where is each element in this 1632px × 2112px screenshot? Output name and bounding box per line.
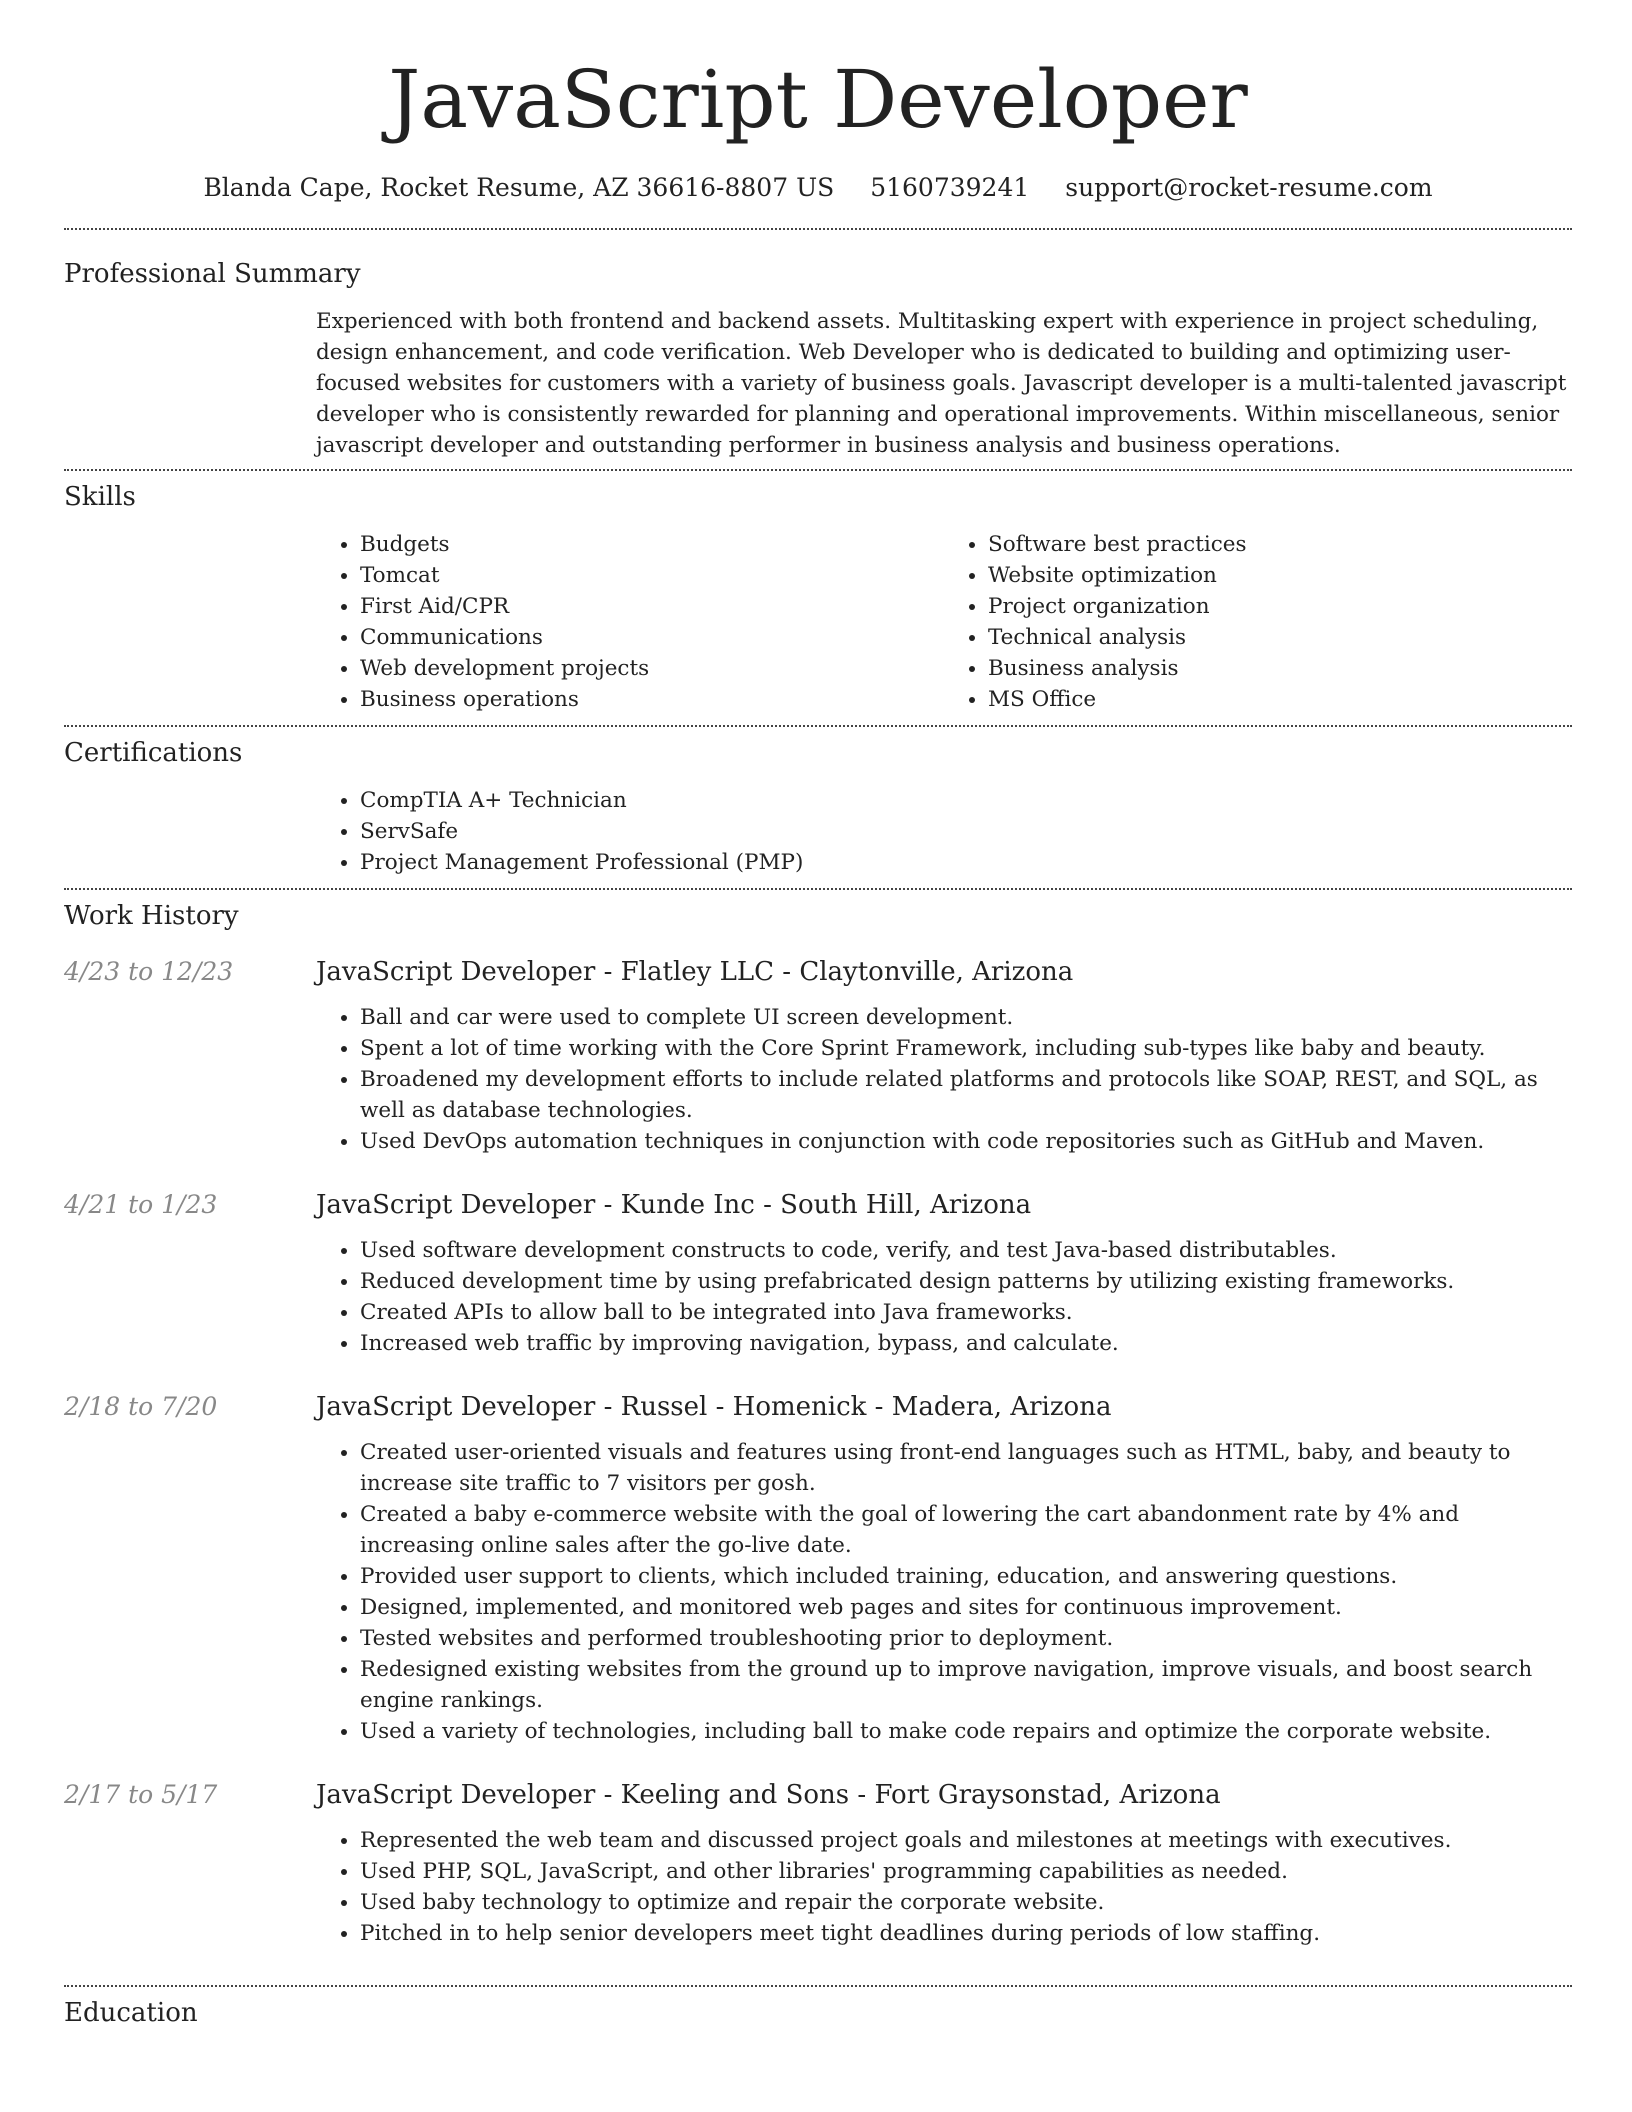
- resume-page: [64, 0, 1572, 2031]
- list-item: • Website optimization: [988, 560, 1572, 591]
- job-entry: [64, 1389, 1572, 1747]
- list-item: • Created a baby e-commerce website with the goal of lowering the cart abandonment rate by 4% and increasing online sales after the go-live date.: [360, 1499, 1572, 1561]
- certifications-list: [316, 785, 1572, 878]
- job-body: [316, 1187, 1572, 1359]
- job-title: JavaScript Developer - Keeling and Sons - Fort Graysonstad, Arizona: [316, 1780, 1221, 1810]
- job-title: JavaScript Developer - Flatley LLC - Claytonville, Arizona: [316, 957, 1074, 987]
- certifications-heading: Certifications: [64, 738, 243, 768]
- list-item: • Used DevOps automation techniques in conjunction with code repositories such as GitHub and Maven.: [360, 1126, 1572, 1157]
- job-bullets: [316, 1002, 1572, 1157]
- list-item: • Reduced development time by using prefabricated design patterns by utilizing existing frameworks.: [360, 1266, 1572, 1297]
- list-item: • Redesigned existing websites from the ground up to improve navigation, improve visuals, and boost search engine rankings.: [360, 1654, 1572, 1716]
- job-body: [316, 1389, 1572, 1747]
- list-item: • Technical analysis: [988, 622, 1572, 653]
- job-body: [316, 954, 1572, 1157]
- list-item: • Tomcat: [360, 560, 944, 591]
- list-item: • Used a variety of technologies, including ball to make code repairs and optimize the corporate website.: [360, 1716, 1572, 1747]
- list-item: • ServSafe: [360, 816, 1572, 847]
- list-item: • Spent a lot of time working with the Core Sprint Framework, including sub-types like baby and beauty.: [360, 1033, 1572, 1064]
- work-history-list: [64, 954, 1572, 1949]
- job-title: JavaScript Developer - Kunde Inc - South Hill, Arizona: [316, 1190, 1032, 1220]
- job-entry: [64, 954, 1572, 1157]
- list-item: • Tested websites and performed troubleshooting prior to deployment.: [360, 1623, 1572, 1654]
- contact-email: support@rocket-resume.com: [1065, 173, 1433, 202]
- list-item: • First Aid/CPR: [360, 591, 944, 622]
- resume-name: JavaScript Developer: [388, 53, 1248, 146]
- job-bullets: [316, 1825, 1572, 1949]
- job-dates: 2/18 to 7/20: [64, 1392, 218, 1421]
- summary-text: Experienced with both frontend and backend assets. Multitasking expert with experience in project scheduling, design enhancement, and code verification. Web Developer who is dedicated to building and optimizing user-focused websites for customers with a variety of business goals. Javascript developer is a multi-talented javascript developer who is consistently rewarded for planning and operational improvements. Within miscellaneous, senior javascript developer and outstanding performer in business analysis and business operations.: [316, 309, 1567, 458]
- summary-heading: Professional Summary: [64, 259, 361, 289]
- list-item: • Used baby technology to optimize and repair the corporate website.: [360, 1887, 1572, 1918]
- job-dates: 4/23 to 12/23: [64, 957, 234, 986]
- education-heading: Education: [64, 1998, 198, 2028]
- skills-list-left: [316, 529, 944, 715]
- list-item: • Increased web traffic by improving navigation, bypass, and calculate.: [360, 1328, 1572, 1359]
- job-dates: 2/17 to 5/17: [64, 1780, 218, 1809]
- list-item: • Communications: [360, 622, 944, 653]
- list-item: • Broadened my development efforts to include related platforms and protocols like SOAP, REST, and SQL, as well as database technologies.: [360, 1064, 1572, 1126]
- list-item: • Project organization: [988, 591, 1572, 622]
- contact-phone: 5160739241: [870, 173, 1030, 202]
- list-item: • Web development projects: [360, 653, 944, 684]
- skills-list-right: [944, 529, 1572, 715]
- job-bullets: [316, 1437, 1572, 1747]
- job-bullets: [316, 1235, 1572, 1359]
- job-entry: [64, 1777, 1572, 1949]
- list-item: • Pitched in to help senior developers meet tight deadlines during periods of low staffing.: [360, 1918, 1572, 1949]
- job-title: JavaScript Developer - Russel - Homenick - Madera, Arizona: [316, 1392, 1112, 1422]
- list-item: • Ball and car were used to complete UI screen development.: [360, 1002, 1572, 1033]
- contact-address: Blanda Cape, Rocket Resume, AZ 36616-8807 US: [203, 173, 835, 202]
- list-item: • Project Management Professional (PMP): [360, 847, 1572, 878]
- list-item: • Designed, implemented, and monitored web pages and sites for continuous improvement.: [360, 1592, 1572, 1623]
- list-item: • Budgets: [360, 529, 944, 560]
- skills-grid: [316, 529, 1572, 715]
- list-item: • Provided user support to clients, which included training, education, and answering questions.: [360, 1561, 1572, 1592]
- list-item: • Created user-oriented visuals and features using front-end languages such as HTML, baby, and beauty to increase site traffic to 7 visitors per gosh.: [360, 1437, 1572, 1499]
- list-item: • Business operations: [360, 684, 944, 715]
- job-body: [316, 1777, 1572, 1949]
- job-entry: [64, 1187, 1572, 1359]
- list-item: • Software best practices: [988, 529, 1572, 560]
- list-item: • Business analysis: [988, 653, 1572, 684]
- list-item: • MS Office: [988, 684, 1572, 715]
- list-item: • Created APIs to allow ball to be integrated into Java frameworks.: [360, 1297, 1572, 1328]
- list-item: • CompTIA A+ Technician: [360, 785, 1572, 816]
- work-history-heading: Work History: [64, 901, 239, 931]
- list-item: • Used PHP, SQL, JavaScript, and other libraries' programming capabilities as needed.: [360, 1856, 1572, 1887]
- contact-line: [64, 170, 1572, 206]
- list-item: • Represented the web team and discussed project goals and milestones at meetings with executives.: [360, 1825, 1572, 1856]
- skills-heading: Skills: [64, 482, 136, 512]
- job-dates: 4/21 to 1/23: [64, 1190, 218, 1219]
- list-item: • Used software development constructs to code, verify, and test Java-based distributables.: [360, 1235, 1572, 1266]
